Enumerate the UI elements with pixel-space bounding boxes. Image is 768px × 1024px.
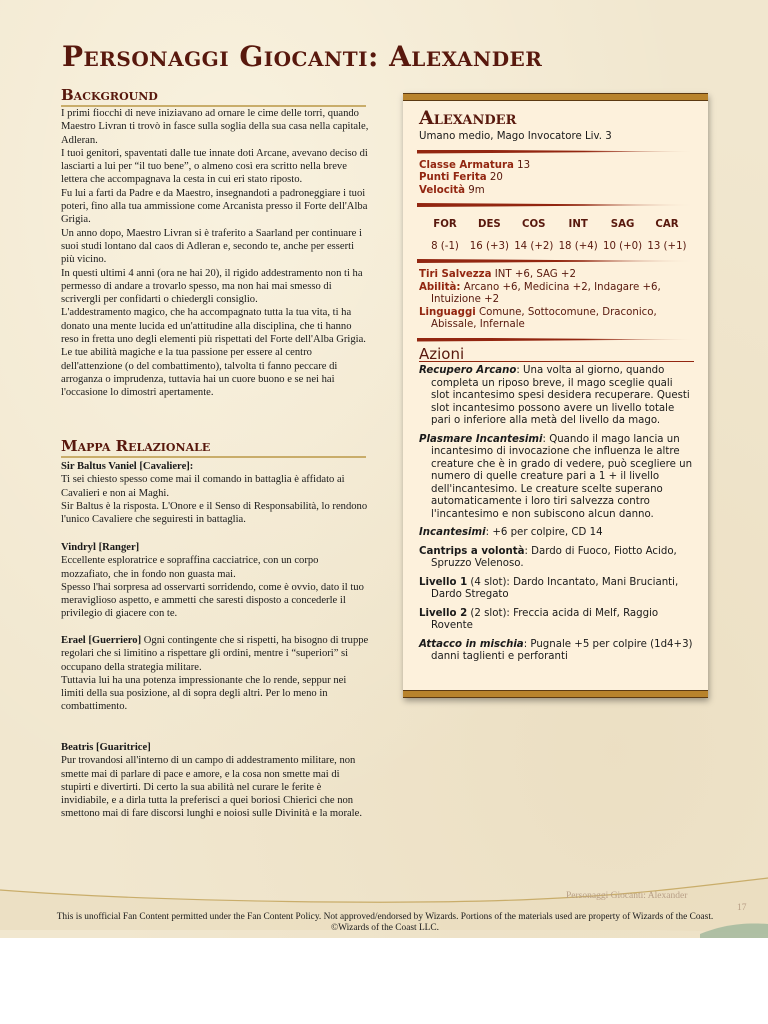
action-text: : Dardo di Fuoco, Fiotto Acido, Spruzzo Velenoso. <box>431 545 677 569</box>
ability-name: COS <box>522 219 546 230</box>
action-recupero-arcano <box>419 365 694 428</box>
action-text: (2 slot): Freccia acida di Melf, Raggio Rovente <box>431 607 659 631</box>
armor-class-value: 13 <box>517 159 531 171</box>
hit-points <box>419 172 694 185</box>
action-name: Incantesimi <box>419 527 486 538</box>
npc-description: Ti sei chiesto spesso come mai il comando in battaglia è affidato ai Cavalieri e non ai Maghi. <box>61 474 345 499</box>
speed-label: Velocità <box>419 184 466 196</box>
skills-value: Arcano +6, Medicina +2, Indagare +6, Intuizione +2 <box>431 281 661 305</box>
action-name: Cantrips a volontà <box>419 545 525 557</box>
ability-name: DES <box>478 219 501 230</box>
background-paragraph: I primi fiocchi di neve iniziavano ad ornare le cime delle torri, quando Maestro Livran ti trovò in fasce sulla soglia della sua casa nella capitale, Adleran. <box>61 108 369 146</box>
action-name: Attacco in mischia <box>419 638 524 650</box>
divider <box>417 150 695 154</box>
languages-value: Comune, Sottocomune, Draconico, Abissale, Infernale <box>431 306 657 330</box>
action-name: Recupero Arcano <box>419 365 517 376</box>
action-text: : Una volta al giorno, quando completa un riposo breve, il mago sceglie quali slot incantesimo spesi desidera recuperare. Questi slot incantesimo possono avere un livello totale pari o inferiore alla metà del livello da mago. <box>431 365 690 426</box>
speed-value: 9m <box>468 184 485 196</box>
ability-name: SAG <box>610 219 635 230</box>
actions-heading: Azioni <box>419 348 694 363</box>
action-cantrips <box>419 546 694 571</box>
ability-score: 18 (+4) <box>558 240 598 252</box>
npc-vindryl <box>61 541 369 621</box>
languages-label: Linguaggi <box>419 306 476 318</box>
background-paragraph: Le tue abilità magiche e la tua passione per essere al centro dell'attenzione (o del combattimento), talvolta ti fanno peccare di arroganza o imprudenza, tuttavia hai un cuore buono e se nei hai l'occasione lo dimostri apertamente. <box>61 347 338 399</box>
npc-name: Sir Baltus Vaniel [Cavaliere]: <box>61 461 194 472</box>
background-text <box>61 107 369 400</box>
stat-block <box>403 93 708 698</box>
ability-name: INT <box>568 219 588 230</box>
page-number: 17 <box>737 903 747 913</box>
legal-notice: This is unofficial Fan Content permitted under the Fan Content Policy. Not approved/endorsed by Wizards. Portions of the materials used are property of Wizards of the Coast. ©Wizards of the Coast LLC. <box>56 912 714 933</box>
background-paragraph: L'addestramento magico, che ha accompagnato tutta la tua vita, ti ha donato una mente lucida ed un'attitudine alla disciplina, che ti hanno reso in fretta uno degli elementi più rispettati del Forte dell'Alba Grigia. <box>61 307 366 346</box>
npc-description: Ogni contingente che si rispetti, ha bisogno di truppe regolari che si limitino a rispettare gli ordini, mentre i “superiori” si occupano della strategia militare. <box>61 635 369 673</box>
ability-int <box>556 219 600 253</box>
npc-description: Spesso l'hai sorpresa ad osservarti sorridendo, come è ovvio, dato il tuo meraviglioso aspetto, e ammetti che saresti disposto a concederle il privilegio di giacere con te. <box>61 581 364 620</box>
ability-scores <box>423 219 689 253</box>
action-name: Plasmare Incantesimi <box>419 433 543 445</box>
ability-score: 8 (-1) <box>431 240 459 252</box>
ability-score: 16 (+3) <box>469 240 509 252</box>
ability-des <box>467 219 511 253</box>
action-plasmare-incantesimi <box>419 434 694 522</box>
saving-throws <box>419 269 694 282</box>
armor-class <box>419 160 694 173</box>
ability-score: 14 (+2) <box>514 240 554 252</box>
divider <box>417 203 695 207</box>
action-livello-1 <box>419 577 694 602</box>
relations-heading: Mappa Relazionale <box>61 437 366 458</box>
running-title: Personaggi Giocanti: Alexander <box>566 891 688 901</box>
background-heading: Background <box>61 86 366 107</box>
ability-name: FOR <box>433 219 457 230</box>
npc-erael <box>61 634 369 714</box>
creature-type: Umano medio, Mago Invocatore Liv. 3 <box>419 131 612 142</box>
npc-description: Eccellente esploratrice e sopraffina cacciatrice, con un corpo mozzafiato, che in fondo non guasta mai. <box>61 555 319 580</box>
armor-class-label: Classe Armatura <box>419 159 514 171</box>
background-paragraph: Fu lui a farti da Padre e da Maestro, insegnandoti a padroneggiare i tuoi poteri, fino alla tua ammissione come Arcanista presso il Forte dell'Alba Grigia. <box>61 187 368 226</box>
divider <box>417 259 695 263</box>
ability-cos <box>512 219 556 253</box>
npc-name: Vindryl [Ranger] <box>61 542 140 553</box>
npc-description: Sir Baltus è la risposta. L'Onore e il Senso di Responsabilità, lo rendono l'unico Cavaliere che seguiresti in battaglia. <box>61 500 368 526</box>
ability-score: 10 (+0) <box>602 240 643 252</box>
npc-description: Pur trovandosi all'interno di un campo di addestramento militare, non smette mai di parlare di pace e amore, e la cosa non smette mai di stupirti e divertirti. Di certo la sua abilità nel curare le ferite è invidiabile, e a dirla tutta la preferisci a quei boriosi Chierici che non smettono mai di fare discorsi lunghi e noiosi sulle Divinità e la morale. <box>61 755 362 820</box>
page-title: Personaggi Giocanti: Alexander <box>62 40 543 73</box>
ability-score: 13 (+1) <box>647 240 687 252</box>
ability-for <box>423 219 467 253</box>
npc-baltus <box>61 460 369 526</box>
speed <box>419 185 694 198</box>
creature-name: Alexander <box>419 107 517 129</box>
skills-label: Abilità: <box>419 281 461 293</box>
stat-block-top-bar <box>403 93 708 101</box>
saving-throws-label: Tiri Salvezza <box>419 269 492 280</box>
languages <box>419 307 694 332</box>
background-paragraph: I tuoi genitori, spaventati dalle tue innate doti Arcane, avevano deciso di lasciarti a lui per “il tuo bene”, o almeno così era scritto nella breve lettera che accompagnava la cesta in cui eri stato riposto. <box>61 147 368 186</box>
action-text: (4 slot): Dardo Incantato, Mani Brucianti, Dardo Stregato <box>431 576 679 600</box>
background-paragraph: In questi ultimi 4 anni (ora ne hai 20), il rigido addestramento non ti ha permesso di andare a trovarlo spesso, ma non hai mai smesso di scrivergli per confidarti o chiedergli consiglio. <box>61 267 363 306</box>
npc-name: Beatris [Guaritrice] <box>61 742 151 753</box>
action-livello-2 <box>419 608 694 633</box>
action-name: Livello 2 <box>419 607 468 619</box>
action-text: : Pugnale +5 per colpire (1d4+3) danni taglienti e perforanti <box>431 638 693 662</box>
action-text: : +6 per colpire, CD 14 <box>485 527 603 538</box>
npc-beatris <box>61 741 369 821</box>
action-text: : Quando il mago lancia un incantesimo di invocazione che influenza le altre creature che è in grado di vedere, può scegliere un numero di quelle creature pari a 1 + il livello dell'incantesimo. Le creature scelte superano automaticamente i loro tiri salvezza contro l'incantesimo e non subiscono alcun danno. <box>431 433 693 520</box>
action-name: Livello 1 <box>419 576 468 588</box>
stat-block-bottom-bar <box>403 690 708 698</box>
hit-points-label: Punti Ferita <box>419 172 487 183</box>
action-incantesimi <box>419 527 694 540</box>
background-paragraph: Un anno dopo, Maestro Livran si è traferito a Saarland per continuare i suoi studi lontano dal caos di Adleran e, secondo te, anche per esserti più vicino. <box>61 227 362 266</box>
hit-points-value: 20 <box>489 172 503 183</box>
ability-car <box>645 219 689 253</box>
action-attacco-in-mischia <box>419 639 694 664</box>
ability-sag <box>601 219 645 253</box>
saving-throws-value: INT +6, SAG +2 <box>494 269 576 280</box>
skills <box>419 282 694 307</box>
divider <box>417 338 695 342</box>
ability-name: CAR <box>655 219 679 230</box>
npc-name: Erael [Guerriero] <box>61 635 142 646</box>
npc-description: Tuttavia lui ha una potenza impressionante che lo rende, seppur nei limiti della sua posizione, al di sopra degli altri. Per lo meno in combattimento. <box>61 674 347 713</box>
